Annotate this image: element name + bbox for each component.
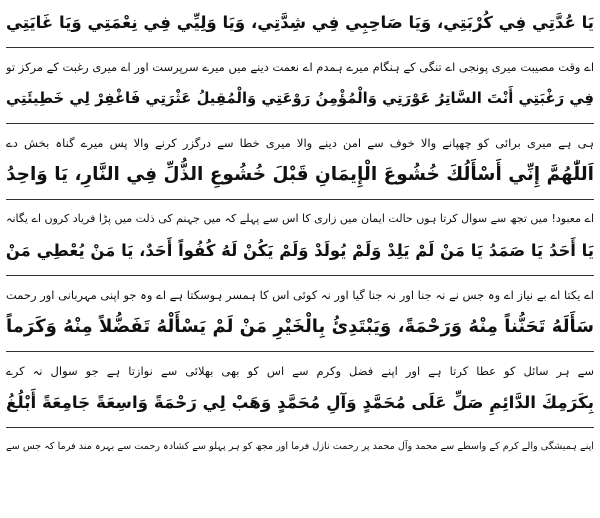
divider — [6, 275, 594, 276]
urdu-line-3: اے معبود! میں تجھ سے سوال کرتا ہوں حالت ایمان میں زاری کا اس سے پہلے کہ میں جہنم کی ذلت میں پڑا فریاد کروں اے یگانہ — [6, 212, 594, 225]
divider — [6, 47, 594, 48]
arabic-line-3: اَللّٰهُمَّ إِنِّي أَسْأَلُكَ خُشُوعَ الْإِيمَانِ قَبْلَ خُشُوعِ الذُّلِّ فِي النَّارِ، يَا وَاحِدُ — [6, 164, 594, 185]
urdu-line-4: اے یکتا اے بے نیاز اے وہ جس نے نہ جنا اور نہ جنا گیا اور نہ کوئی اس کا ہمسر ہوسکتا ہے اے وہ جو اپنی مہربانی اور رحمت — [6, 288, 594, 302]
urdu-line-1: اے وقت مصیبت میری پونجی اے تنگی کے ہنگام میرے ہمدم اے نعمت دینے میں میرے سرپرست اور اے میری رغبت کے مرکز تو — [6, 60, 594, 74]
arabic-line-1: يَا عُدَّتِي فِي كُرْبَتِي، وَيَا صَاحِبِي فِي شِدَّتِي، وَيَا وَلِيِّي فِي نِعْمَتِي وَيَا غَايَتِي — [6, 13, 594, 32]
arabic-line-2: فِي رَغْبَتِي أَنْتَ السَّاتِرُ عَوْرَتِي وَالْمُؤْمِنُ رَوْعَتِي وَالْمُقِيلُ عَثْرَتِي فَاغْفِرْ لِي خَطِيئَتِي — [6, 90, 594, 107]
divider — [6, 123, 594, 124]
urdu-line-5: سے ہر سائل کو عطا کرتا ہے اور اپنے فضل وکرم سے اس کو بھی بھلائی سے نوازتا ہے جو سوال نہ کرے — [6, 364, 594, 378]
divider — [6, 199, 594, 200]
urdu-line-2: ہی ہے میری برائی کو چھپانے والا خوف سے امن دینے والا میری خطا سے درگزر کرنے والا پس میرے گناہ بخش دے — [6, 136, 594, 150]
arabic-line-6: بِكَرَمِكَ الدَّائِمِ صَلِّ عَلَى مُحَمَّدٍ وَآلِ مُحَمَّدٍ وَهَبْ لِي رَحْمَةً وَاسِعَةً جَامِعَةً أَبْلُغُ — [6, 393, 594, 412]
divider — [6, 427, 594, 428]
arabic-line-5: سَأَلَهُ تَحَنُّناً مِنْهُ وَرَحْمَةً، وَيَبْتَدِئُ بِالْخَيْرِ مَنْ لَمْ يَسْأَلْهُ تَفَضُّلاً مِنْهُ وَكَرَماً — [6, 316, 594, 337]
divider — [6, 351, 594, 352]
arabic-line-4: يَا أَحَدُ يَا صَمَدُ يَا مَنْ لَمْ يَلِدْ وَلَمْ يُولَدْ وَلَمْ يَكُنْ لَهُ كُفُواً أَحَدٌ، يَا مَنْ يُعْطِي مَنْ — [6, 241, 594, 260]
urdu-line-6: اپنے ہمیشگی والے کرم کے واسطے سے محمد وآل محمد پر رحمت نازل فرما اور مجھ کو ہر پہلو سے کشادہ رحمت سے بہرہ مند فرما کہ جس سے — [6, 441, 594, 452]
